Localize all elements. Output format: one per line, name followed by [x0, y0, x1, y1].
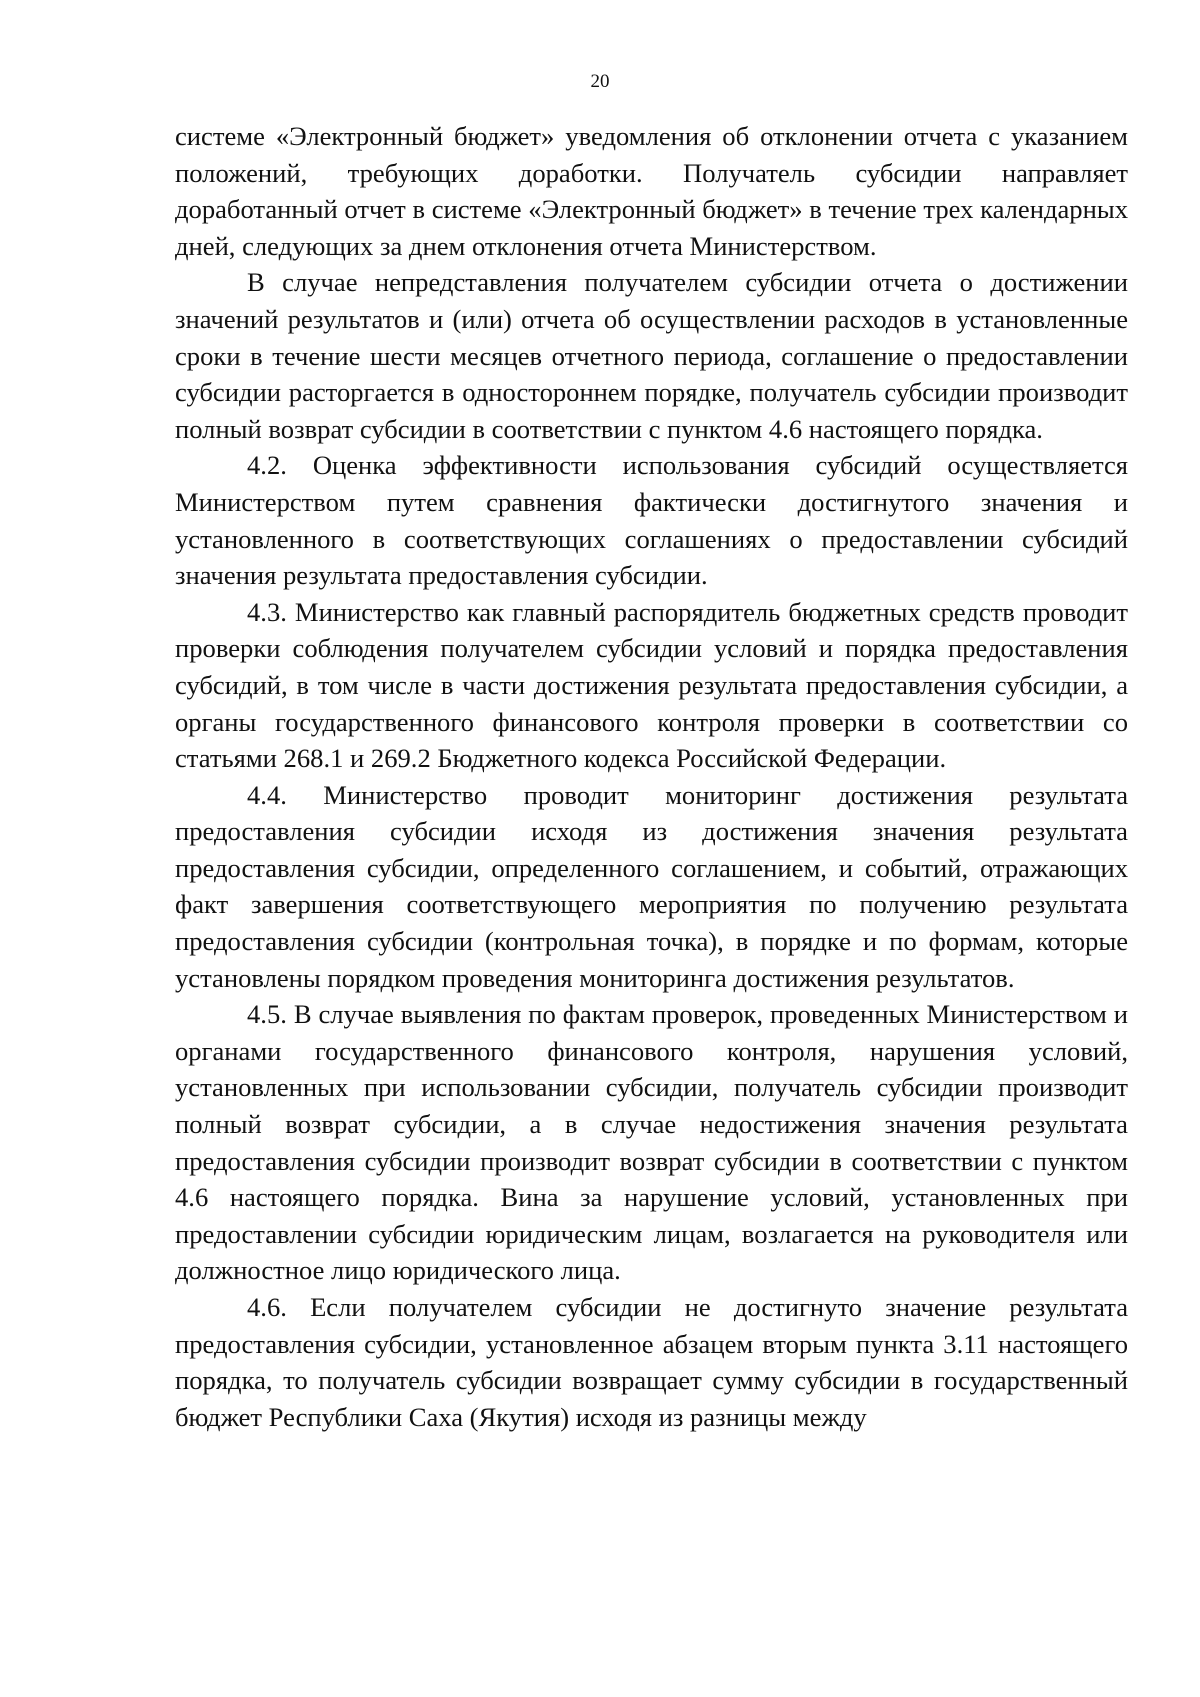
paragraph-4-6: 4.6. Если получателем субсидии не достигнуто значение результата предоставления субсидии, установленное абзацем вторым пункта 3.11 настоящего порядка, то получатель субсидии возвращает сумму субсидии в государственный бюджет Республики Саха (Якутия) исходя из разницы между	[175, 1292, 1128, 1432]
document-body	[175, 118, 1128, 1435]
paragraph-report-nonsubmission: В случае непредставления получателем субсидии отчета о достижении значений результатов и (или) отчета об осуществлении расходов в установленные сроки в течение шести месяцев отчетного периода, соглашение о предоставлении субсидии расторгается в одностороннем порядке, получатель субсидии производит полный возврат субсидии в соответствии с пунктом 4.6 настоящего порядка.	[175, 267, 1128, 444]
paragraph-4-5: 4.5. В случае выявления по фактам проверок, проведенных Министерством и органами государственного финансового контроля, нарушения условий, установленных при использовании субсидии, получатель субсидии производит полный возврат субсидии, а в случае недостижения значения результата предоставления субсидии производит возврат субсидии в соответствии с пунктом 4.6 настоящего порядка. Вина за нарушение условий, установленных при предоставлении субсидии юридическим лицам, возлагается на руководителя или должностное лицо юридического лица.	[175, 999, 1128, 1286]
paragraph-4-3: 4.3. Министерство как главный распорядитель бюджетных средств проводит проверки соблюдения получателем субсидии условий и порядка предоставления субсидий, в том числе в части достижения результата предоставления субсидии, а органы государственного финансового контроля проверки в соответствии со статьями 268.1 и 269.2 Бюджетного кодекса Российской Федерации.	[175, 596, 1128, 774]
page-number: 20	[590, 71, 610, 92]
paragraph-4-2: 4.2. Оценка эффективности использования субсидий осуществляется Министерством путем сравнения фактически достигнутого значения и установленного в соответствующих соглашениях о предоставлении субсидий значения результата предоставления субсидии.	[175, 450, 1128, 591]
paragraph-continuation: системе «Электронный бюджет» уведомления об отклонении отчета с указанием положений, требующих доработки. Получатель субсидии направляет доработанный отчет в системе «Электронный бюджет» в течение трех календарных дней, следующих за днем отклонения отчета Министерством.	[175, 121, 1128, 261]
paragraph-4-4: 4.4. Министерство проводит мониторинг достижения результата предоставления субсидии исходя из достижения значения результата предоставления субсидии, определенного соглашением, и событий, отражающих факт завершения соответствующего мероприятия по получению результата предоставления субсидии (контрольная точка), в порядке и по формам, которые установлены порядком проведения мониторинга достижения результатов.	[175, 779, 1128, 993]
